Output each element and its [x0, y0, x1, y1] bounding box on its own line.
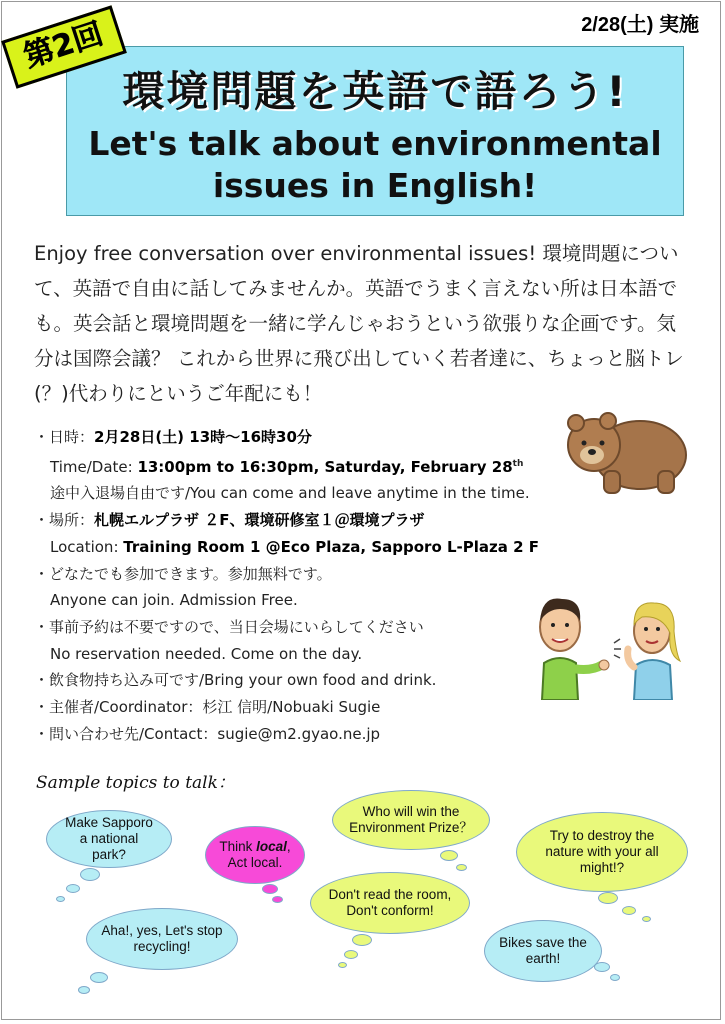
contact-info: ・問い合わせ先/Contact：sugie@m2.gyao.ne.jp [34, 724, 381, 743]
food-info: ・飲食物持ち込み可です/Bring your own food and drink. [34, 671, 437, 690]
location-en-row [34, 534, 594, 561]
datetime-note: 途中入退場自由です/You can come and leave anytime in the time. [50, 484, 530, 503]
sample-topics-heading: Sample topics to talk： [36, 773, 235, 793]
bubble-tail-dot [440, 850, 458, 861]
event-details [34, 424, 594, 747]
topic-bubble-bikes: Bikes save the earth! [484, 920, 602, 982]
bubble-tail-dot [594, 962, 610, 972]
topic-bubble-environment-prize: Who will win the Environment Prize？ [332, 790, 490, 850]
title-japanese: 環境問題を英語で語ろう! [122, 67, 628, 116]
bubble-tail-dot [456, 864, 467, 871]
bubble-tail-dot [272, 896, 283, 903]
reservation-en: No reservation needed. Come on the day. [50, 644, 363, 663]
datetime-en-sup: th [512, 458, 524, 469]
event-date: 2/28(土) 実施 [581, 14, 699, 36]
location-jp: 札幌エルプラザ ２F、環境研修室１＠環境プラザ [94, 511, 425, 530]
bubble-tail-dot [344, 950, 358, 959]
bubble-tail-dot [90, 972, 108, 983]
title-english-line1: Let's talk about environmental [88, 124, 662, 163]
topic-bubble-stop-recycling: Aha!, yes, Let's stop recycling! [86, 908, 238, 970]
anyone-en: Anyone can join. Admission Free. [50, 591, 298, 610]
anyone-jp: ・どなたでも参加できます。参加無料です。 [34, 564, 332, 583]
datetime-en-row [34, 451, 594, 481]
datetime-jp-label: ・日時： [34, 428, 95, 446]
title-english [67, 123, 683, 207]
topic-bubble-national-park: Make Sapporo a national park? [46, 810, 172, 868]
bubble-tail-dot [642, 916, 651, 922]
topic-bubble-dont-conform: Don't read the room, Don't conform! [310, 872, 470, 934]
bubble-tail-dot [352, 934, 372, 946]
bubble-tail-dot [622, 906, 636, 915]
location-en: Training Room 1 @Eco Plaza, Sapporo L-Plaza 2 F [123, 537, 539, 556]
topic-think-local-text [214, 839, 296, 871]
bubble-tail-dot [262, 884, 278, 894]
bubble-tail-dot [610, 974, 620, 981]
topic-bubble-destroy-nature: Try to destroy the nature with your all might!? [516, 812, 688, 892]
title-banner [66, 46, 684, 216]
coordinator-info: ・主催者/Coordinator：杉江 信明/Nobuaki Sugie [34, 698, 381, 717]
bubble-tail-dot [66, 884, 80, 893]
bubble-tail-dot [598, 892, 618, 904]
reservation-jp: ・事前予約は不要ですので、当日会場にいらしてください [34, 617, 424, 636]
bubble-tail-dot [56, 896, 65, 902]
datetime-en: 13:00pm to 16:30pm, Saturday, February 28 [137, 457, 513, 476]
bubble-tail-dot [338, 962, 347, 968]
datetime-en-label: Time/Date: [50, 457, 138, 476]
topic-bubble-think-local [205, 826, 305, 884]
bubble-tail-dot [78, 986, 90, 994]
location-en-label: Location: [50, 537, 124, 556]
think-local-post: , Act local. [227, 839, 291, 870]
location-jp-row [34, 507, 594, 534]
people-talking-illustration [530, 585, 690, 700]
datetime-jp-row [34, 424, 594, 451]
session-number-badge: 第2回 [1, 5, 127, 88]
think-local-em: local [256, 839, 287, 854]
think-local-pre: Think [219, 839, 257, 854]
location-jp-label: ・場所： [34, 511, 95, 530]
intro-paragraph: Enjoy free conversation over environmental issues! 環境問題について、英語で自由に話してみませんか。英語でうまく言えない所は日本語でも。英会話と環境問題を一緒に学んじゃおうという欲張りな企画です。気分は国際会議？ これから世界に飛び出していく若者達に、ちょっと脳トレ(？)代わりにというご年配にも！ [34, 242, 684, 405]
datetime-jp: 2月28日(土) 13時～16時30分 [94, 428, 312, 446]
title-english-line2: issues in English! [212, 166, 538, 205]
bubble-tail-dot [80, 868, 100, 881]
